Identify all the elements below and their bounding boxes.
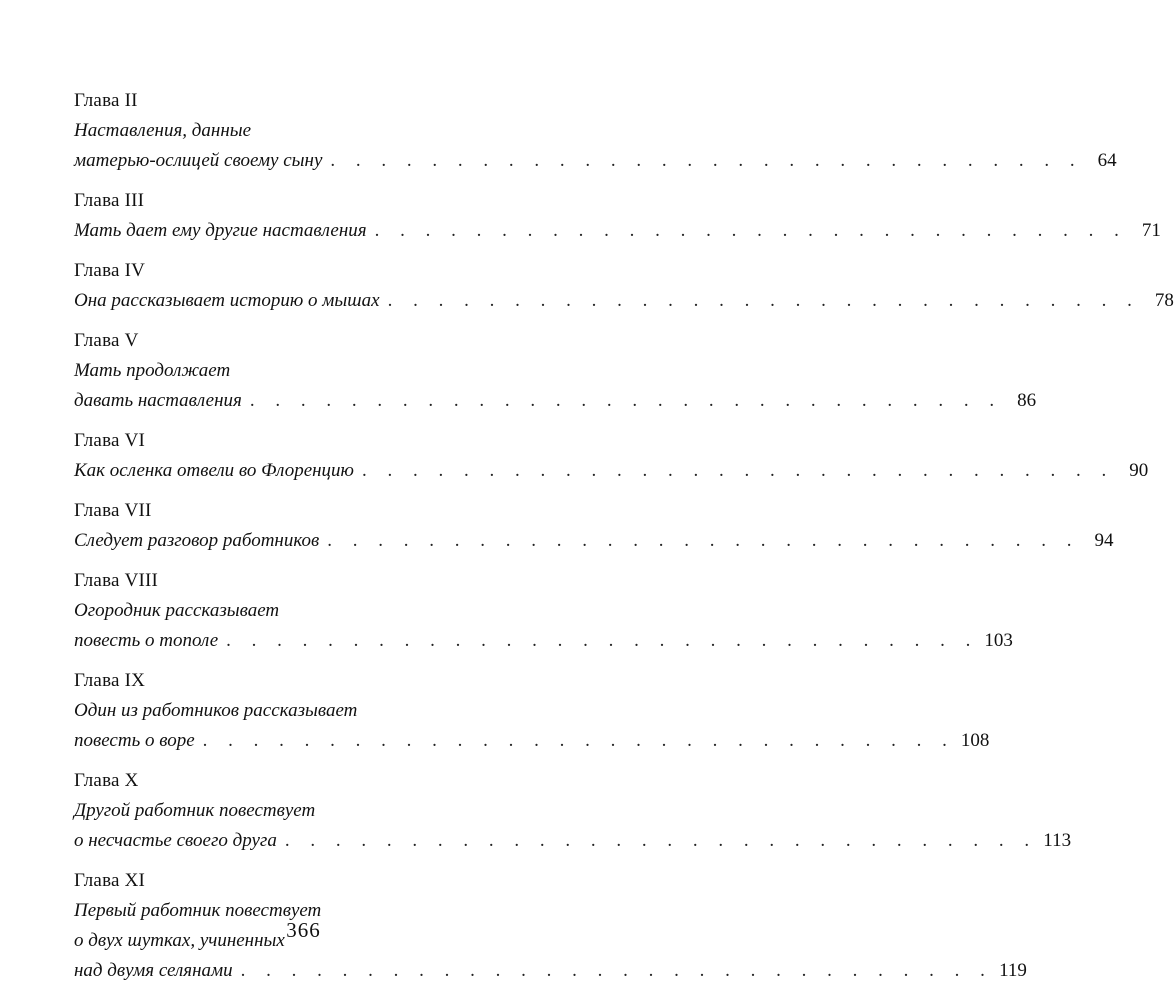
dot-leader: . . . . . . . . . . . . . . . . . . . . . . . . . . . . . .	[226, 630, 979, 651]
dot-leader: . . . . . . . . . . . . . . . . . . . . . . . . . . . . . .	[387, 290, 1140, 311]
chapter-title-text: Мать дает ему другие наставления	[74, 220, 367, 241]
toc-entry	[74, 496, 1114, 556]
page-number: 86	[1017, 390, 1037, 411]
chapter-title-line: Огородник рассказывает	[74, 600, 280, 621]
chapter-title-text: повесть о воре	[74, 730, 195, 751]
chapter-title-text: над двумя селянами	[74, 960, 233, 981]
chapter-title-line: о двух шутках, учиненных	[74, 930, 285, 951]
dot-leader: . . . . . . . . . . . . . . . . . . . . . . . . . . . . . .	[249, 390, 1003, 411]
chapter-title-text: повесть о тополе	[74, 630, 219, 651]
dot-leader: . . . . . . . . . . . . . . . . . . . . . . . . . . . . . .	[284, 830, 1038, 851]
chapter-title-last-line	[74, 456, 1149, 486]
page-number: 64	[1097, 150, 1117, 171]
toc-entry	[74, 566, 1013, 656]
chapter-title-last-line	[74, 526, 1114, 556]
page-number: 119	[999, 960, 1027, 981]
dot-leader: . . . . . . . . . . . . . . . . . . . . . . . . . . . . . .	[202, 730, 955, 751]
chapter-heading: Глава IV	[74, 260, 146, 281]
toc-entry	[74, 86, 1117, 176]
chapter-heading: Глава VI	[74, 430, 146, 451]
chapter-title-line: Мать продолжает	[74, 360, 231, 381]
dot-leader: . . . . . . . . . . . . . . . . . . . . . . . . . . . . . .	[330, 150, 1083, 171]
chapter-heading: Глава X	[74, 770, 139, 791]
chapter-title-last-line	[74, 826, 1072, 856]
chapter-heading: Глава V	[74, 330, 139, 351]
chapter-heading: Глава III	[74, 190, 145, 211]
toc-entry	[74, 186, 1161, 246]
chapter-title-line: Один из работников рассказывает	[74, 700, 358, 721]
page-number: 94	[1094, 530, 1114, 551]
page-number: 103	[984, 630, 1013, 651]
chapter-heading: Глава XI	[74, 870, 146, 891]
toc-entry	[74, 256, 1174, 316]
chapter-title-last-line	[74, 956, 1027, 986]
chapter-title-text: Она рассказывает историю о мышах	[74, 290, 380, 311]
chapter-heading: Глава IX	[74, 670, 146, 691]
toc-entry	[74, 426, 1149, 486]
page-number: 108	[960, 730, 990, 751]
chapter-title-text: Как осленка отвели во Флоренцию	[74, 460, 354, 481]
chapter-heading: Глава II	[74, 90, 138, 111]
chapter-title-last-line	[74, 626, 1013, 656]
dot-leader: . . . . . . . . . . . . . . . . . . . . . . . . . . . . . .	[374, 220, 1127, 241]
chapter-title-text: Следует разговор работников	[74, 530, 320, 551]
page-number: 113	[1043, 830, 1072, 851]
dot-leader: . . . . . . . . . . . . . . . . . . . . . . . . . . . . . .	[240, 960, 993, 981]
page-folio-number: 366	[286, 918, 321, 942]
dot-leader: . . . . . . . . . . . . . . . . . . . . . . . . . . . . . .	[361, 460, 1115, 481]
chapter-title-line: Другой работник повествует	[74, 800, 316, 821]
table-of-contents	[74, 86, 1174, 996]
chapter-title-line: Наставления, данные	[74, 120, 252, 141]
chapter-title-last-line	[74, 146, 1117, 176]
page-number: 78	[1154, 290, 1174, 311]
page-number: 71	[1141, 220, 1161, 241]
toc-entry	[74, 666, 990, 756]
chapter-title-line: Первый работник повествует	[74, 900, 322, 921]
chapter-title-last-line	[74, 386, 1037, 416]
chapter-title-last-line	[74, 726, 990, 756]
chapter-title-text: давать наставления	[74, 390, 242, 411]
toc-entry	[74, 766, 1072, 856]
chapter-heading: Глава VIII	[74, 570, 159, 591]
toc-entry	[74, 326, 1037, 416]
dot-leader: . . . . . . . . . . . . . . . . . . . . . . . . . . . . . .	[327, 530, 1080, 551]
chapter-title-text: матерью-ослицей своему сыну	[74, 150, 323, 171]
page-number: 90	[1129, 460, 1149, 481]
chapter-heading: Глава VII	[74, 500, 152, 521]
chapter-title-last-line	[74, 286, 1174, 316]
chapter-title-text: о несчастье своего друга	[74, 830, 277, 851]
chapter-title-last-line	[74, 216, 1161, 246]
